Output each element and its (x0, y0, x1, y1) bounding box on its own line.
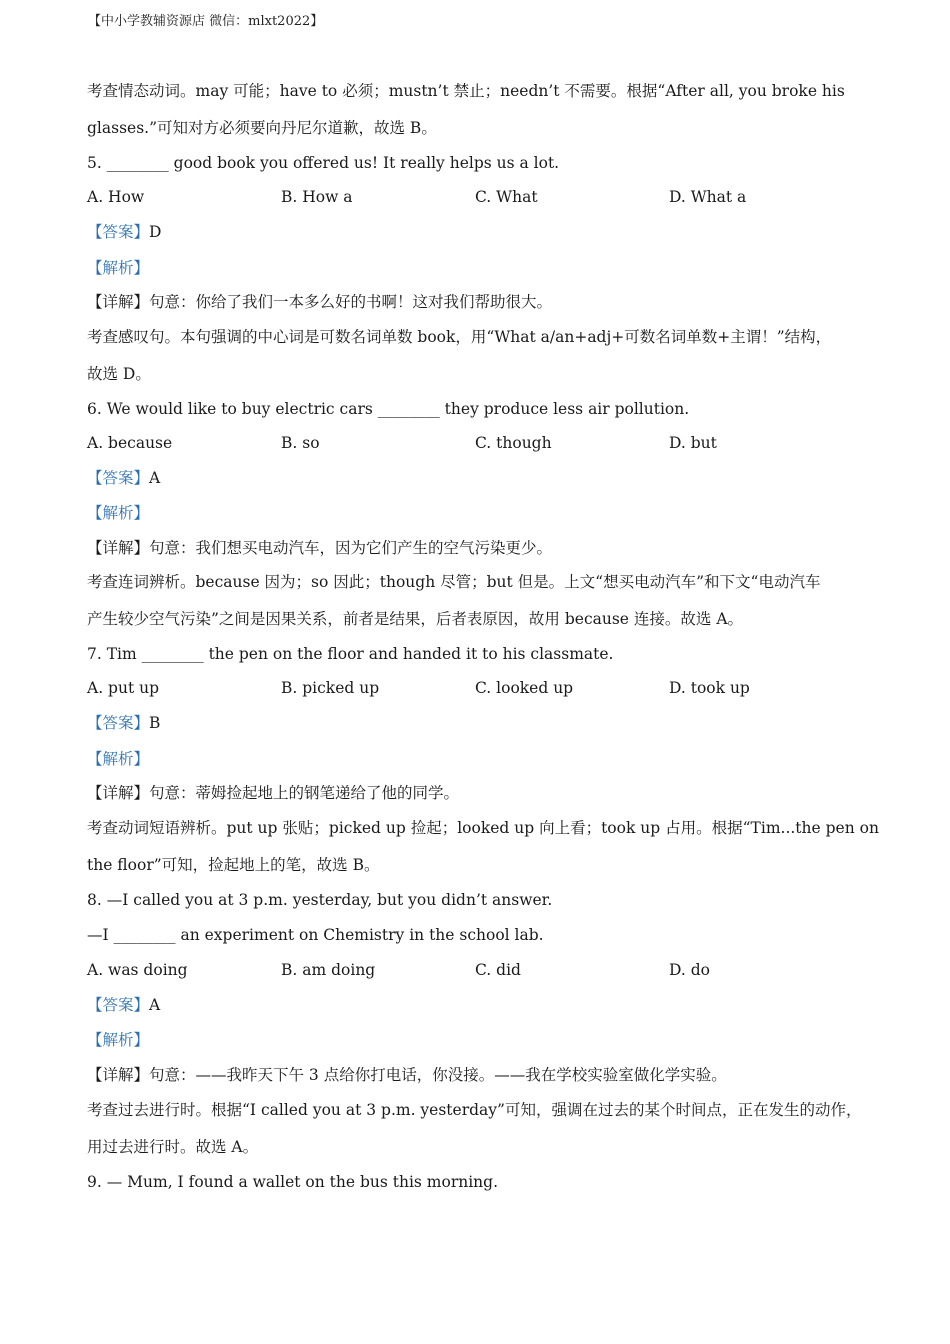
answer-line (87, 994, 160, 1016)
analysis-text: 考查情态动词。may 可能；have to 必须；mustn’t 禁止；needn’t 不需要。根据“After all, you broke his (87, 82, 845, 100)
option-c: C. did (475, 961, 521, 979)
answer-value: A (149, 996, 161, 1014)
analysis-label: 【解析】 (87, 504, 150, 522)
answer-label: 【答案】 (87, 469, 150, 487)
question-stem: 7. Tim ________ the pen on the floor and handed it to his classmate. (87, 645, 614, 663)
option-d: D. but (669, 434, 717, 452)
option-c: C. What (475, 188, 538, 206)
option-d: D. What a (669, 188, 747, 206)
explanation-text: the floor”可知，捡起地上的笔，故选 B。 (87, 856, 380, 874)
question-stem: 5. ________ good book you offered us! It really helps us a lot. (87, 154, 560, 172)
option-a: A. How (87, 188, 145, 206)
answer-line (87, 712, 160, 734)
answer-line (87, 221, 161, 243)
explanation-text: 考查过去进行时。根据“I called you at 3 p.m. yesterday”可知，强调在过去的某个时间点，正在发生的动作， (87, 1101, 862, 1119)
detail-text: 【详解】句意：——我昨天下午 3 点给你打电话，你没接。——我在学校实验室做化学实验。 (87, 1066, 727, 1084)
question-stem: —I ________ an experiment on Chemistry in the school lab. (87, 926, 544, 944)
answer-label: 【答案】 (87, 996, 150, 1014)
option-a: A. was doing (87, 961, 188, 979)
option-a: A. put up (87, 679, 160, 697)
option-b: B. How a (281, 188, 353, 206)
analysis-label: 【解析】 (87, 750, 150, 768)
option-b: B. am doing (281, 961, 376, 979)
explanation-text: 考查感叹句。本句强调的中心词是可数名词单数 book，用“What a/an+adj+可数名词单数+主谓！”结构， (87, 328, 832, 346)
answer-label: 【答案】 (87, 714, 150, 732)
question-stem: 6. We would like to buy electric cars ________ they produce less air pollution. (87, 400, 690, 418)
detail-text: 【详解】句意：你给了我们一本多么好的书啊！这对我们帮助很大。 (87, 293, 553, 311)
analysis-label: 【解析】 (87, 259, 150, 277)
analysis-text: glasses.”可知对方必须要向丹尼尔道歉，故选 B。 (87, 119, 437, 137)
option-b: B. so (281, 434, 320, 452)
explanation-text: 考查动词短语辨析。put up 张贴；picked up 捡起；looked up 向上看；took up 占用。根据“Tim...the pen on (87, 819, 879, 837)
answer-value: A (149, 469, 161, 487)
answer-value: B (149, 714, 161, 732)
option-a: A. because (87, 434, 173, 452)
option-d: D. took up (669, 679, 750, 697)
answer-label: 【答案】 (87, 223, 150, 241)
answer-value: D (149, 223, 162, 241)
explanation-text: 考查连词辨析。because 因为；so 因此；though 尽管；but 但是。上文“想买电动汽车”和下文“电动汽车 (87, 573, 821, 591)
option-c: C. though (475, 434, 552, 452)
detail-text: 【详解】句意：蒂姆捡起地上的钢笔递给了他的同学。 (87, 784, 460, 802)
explanation-text: 用过去进行时。故选 A。 (87, 1138, 259, 1156)
question-stem: 8. —I called you at 3 p.m. yesterday, but you didn’t answer. (87, 891, 553, 909)
answer-line (87, 467, 160, 489)
question-stem: 9. — Mum, I found a wallet on the bus this morning. (87, 1173, 498, 1191)
explanation-text: 产生较少空气污染”之间是因果关系，前者是结果，后者表原因，故用 because 连接。故选 A。 (87, 610, 744, 628)
detail-text: 【详解】句意：我们想买电动汽车，因为它们产生的空气污染更少。 (87, 539, 553, 557)
option-b: B. picked up (281, 679, 380, 697)
page-header: 【中小学教辅资源店 微信：mlxt2022】 (88, 14, 324, 29)
analysis-label: 【解析】 (87, 1031, 150, 1049)
explanation-text: 故选 D。 (87, 365, 151, 383)
option-d: D. do (669, 961, 710, 979)
option-c: C. looked up (475, 679, 574, 697)
